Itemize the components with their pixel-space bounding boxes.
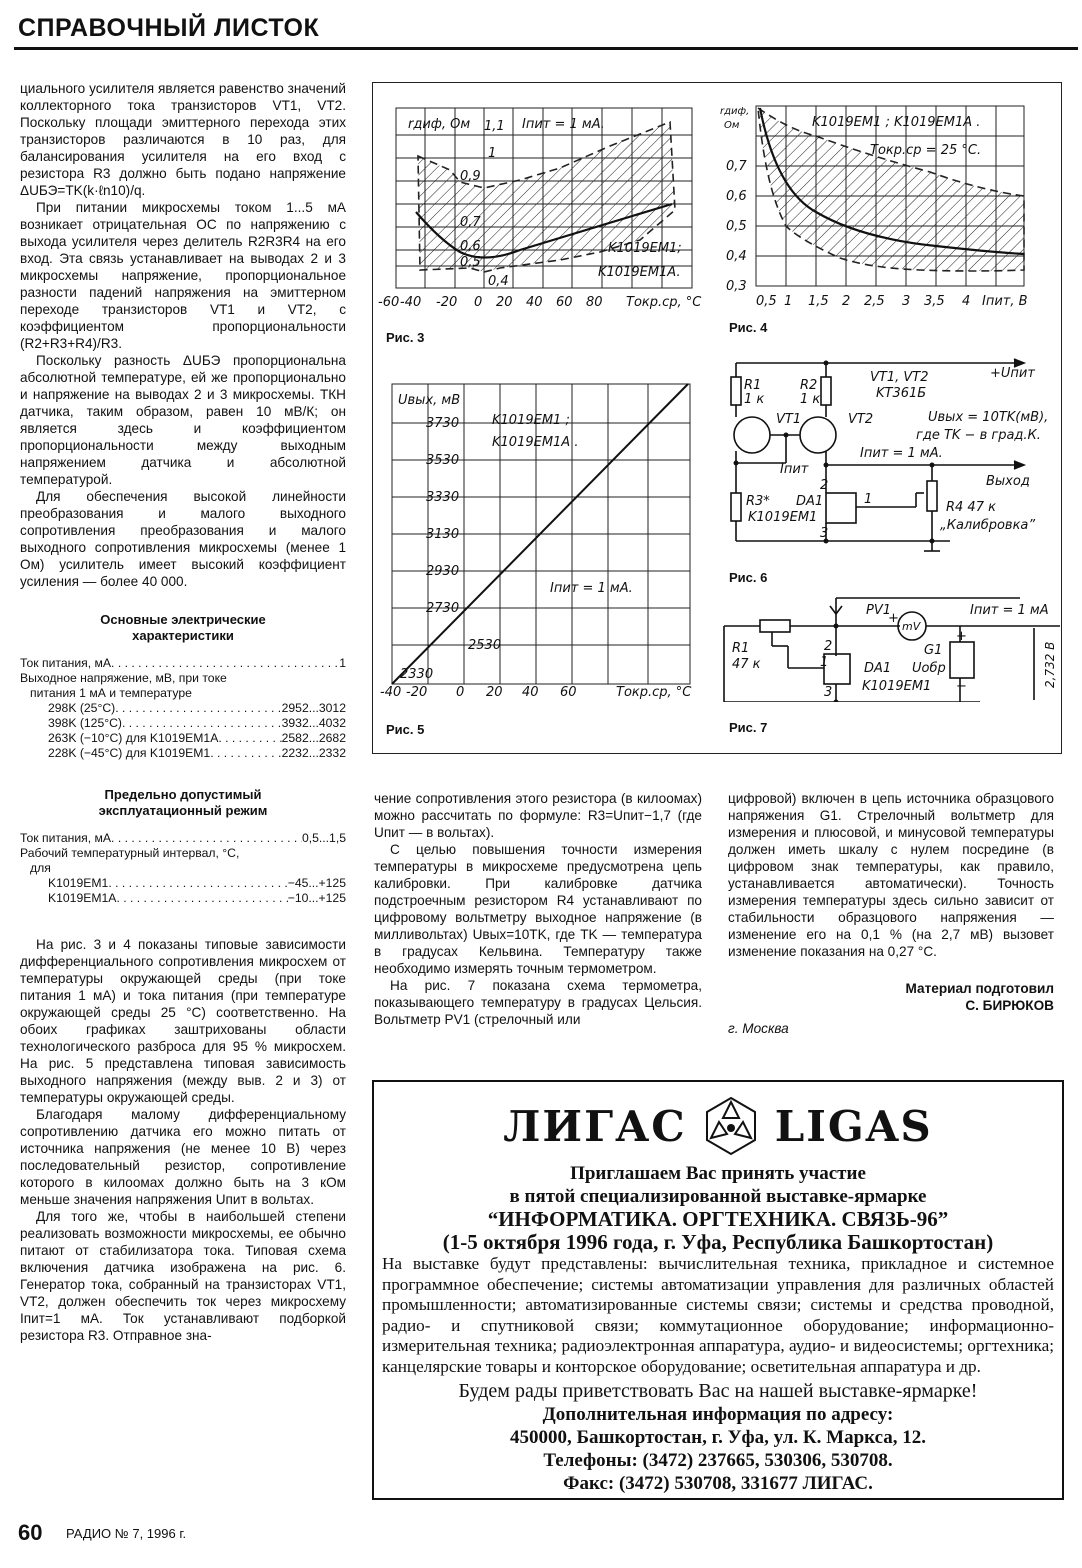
spec-row (20, 831, 346, 846)
spec-label: Ток питания, мА (20, 656, 112, 670)
brand-ru: ЛИГАС (503, 1101, 687, 1151)
legend-model: K1019EM1 ; K1019EM1A . (812, 115, 981, 130)
y-tick: 0,4 (726, 249, 747, 264)
x-tick: 4 (962, 294, 971, 309)
resistor-r2 (821, 377, 831, 405)
leader-dots (115, 701, 281, 716)
x-tick: 40 (522, 685, 539, 700)
figure-3-chart (380, 100, 710, 310)
x-tick: -40 (380, 685, 402, 700)
formula: Uвых = 10TK(мВ), (928, 410, 1049, 425)
label-r1-value: 1 к (744, 392, 765, 407)
column-3 (728, 790, 1054, 1037)
figure-3-caption: Рис. 3 (386, 330, 425, 345)
x-tick: -40 (400, 295, 422, 310)
author-name: С. БИРЮКОВ (965, 998, 1054, 1013)
author-credit (728, 980, 1054, 1014)
label-voltage: 2,732 В (1043, 641, 1057, 688)
spec-label: Выходное напряжение, мВ, при токе (20, 671, 227, 685)
spec-row (20, 671, 346, 686)
pin-3: 3 (820, 526, 829, 541)
leader-dots (108, 876, 287, 891)
x-tick: -20 (436, 295, 458, 310)
label-vt2: VT2 (848, 412, 874, 427)
pin-1: 1 (820, 655, 829, 670)
y-tick: 3530 (426, 453, 460, 468)
header-rule (14, 47, 1078, 50)
x-tick: -20 (406, 685, 428, 700)
x-axis-label: Tокр.ср, °C (616, 685, 692, 700)
x-tick: 2,5 (864, 294, 885, 309)
x-tick: 20 (486, 685, 503, 700)
paragraph: При питании микросхемы током 1...5 мА возникает отрицательная ОС по напряжению с выхода усилителя через делитель R2R3R4 на его вход. Эта связь устанавливает на выводах 2 и 3 микросхемы напряжение, пропорциональное разности падений напряжения на эмиттерном переходе транзисторов VT1 и VT2, с коэффициентом пропорциональности (R2+R3+R4)/R3. (20, 200, 346, 351)
paragraph: Поскольку разность ΔUБЭ пропорциональна абсолютной температуре, ей же пропорционально и напряжение на выводах 2 и 3 микросхемы. ТКН датчика, таким образом, равен 10 мВ/К; он является здесь и коэффициентом пропорциональности между выходным напряжением датчика и абсолютной температурой. (20, 353, 346, 487)
limits-heading: Предельно допустимый эксплуатационный режим (98, 787, 268, 818)
label-ipit: Iпит (780, 462, 809, 477)
label-r2: R2 (800, 378, 818, 393)
label-da1-type: K1019EM1 (748, 510, 818, 525)
ad-phones: Телефоны: (3472) 237665, 530306, 530708. (543, 1450, 893, 1471)
label-meter: mV (902, 620, 921, 633)
spec-value: 2952...3012 (281, 701, 346, 715)
current-note: Iпит = 1 мА (970, 603, 1049, 618)
legend-model: K1019EM1 ; (492, 413, 570, 428)
y-tick: 0,7 (460, 215, 481, 230)
spec-row (20, 656, 346, 671)
spec-label: 298K (25°C) (48, 701, 116, 715)
spec-value: 1 (339, 656, 346, 670)
section-title: СПРАВОЧНЫЙ ЛИСТОК (18, 14, 320, 42)
x-tick: 3,5 (924, 294, 945, 309)
ad-invite: Приглашаем Вас принять участие (570, 1163, 866, 1184)
spec-row (20, 891, 346, 906)
x-tick: 60 (556, 295, 573, 310)
y-tick: 0,7 (726, 159, 747, 174)
figure-4-chart (720, 100, 1060, 310)
spec-row (20, 686, 346, 701)
pin-2: 2 (824, 639, 833, 654)
column-2 (374, 790, 702, 1028)
leader-dots (210, 746, 281, 761)
x-tick: 0,5 (756, 294, 777, 309)
x-tick: 1,5 (808, 294, 829, 309)
y-axis-label: rдиф, (720, 106, 750, 117)
transistor-vt2 (800, 417, 836, 453)
spec-value: 2232...2332 (281, 746, 346, 760)
spec-label: 228K (−45°C) для K1019EM1 (48, 746, 211, 760)
y-tick: 2930 (426, 564, 460, 579)
paragraph: Для того же, чтобы в наибольшей степени реализовать возможности микросхемы, ее обычно питают от стабилизатора тока. Типовая схема включения датчика изображена на рис. 6. Генератор тока, собранный на транзисторах VT1, VT2, должен обеспечить ток через микросхему Iпит=1 мА. Ток устанавливают подборкой резистора R3. Отправное зна- (20, 1209, 346, 1343)
paragraph: На рис. 7 показана схема термометра, показывающего температуру в градусах Цельсия. Вольтметр PV1 (стрелочный или (374, 978, 702, 1027)
x-tick: 20 (496, 295, 513, 310)
spec-row (20, 846, 346, 861)
paragraph: С целью повышения точности измерения температуры в микросхеме предусмотрена цепь калибровки. При калибровке датчика подстроечным резистором R4 устанавливают по цифровому вольтметру выходное напряжение (в милливольтах) Uвых=10TK, где TK — температура в градусах Кельвина. Температуру также необходимо измерять точным термометром. (374, 842, 702, 976)
y-tick: 0,6 (460, 239, 481, 254)
y-tick: 2530 (468, 638, 502, 653)
page-number: 60 (18, 1520, 43, 1545)
brand-en: LIGAS (774, 1101, 933, 1151)
figure-4-caption: Рис. 4 (729, 320, 768, 335)
label-supply: +Uпит (990, 366, 1035, 381)
x-tick: 3 (902, 294, 911, 309)
formula-note: где TK − в град.К. (916, 428, 1041, 443)
current-note: Iпит = 1 мА. (860, 446, 943, 461)
resistor-r1 (731, 377, 741, 405)
pin-3: 3 (824, 685, 833, 700)
x-tick: 40 (526, 295, 543, 310)
spec-value: −45...+125 (287, 876, 346, 890)
transistor-vt1 (734, 417, 770, 453)
ad-info: Дополнительная информация по адресу: (542, 1404, 894, 1425)
y-tick: 0,5 (460, 255, 481, 270)
limits-list (20, 831, 346, 906)
x-tick: 0 (474, 295, 483, 310)
label-da1: DA1 (864, 661, 892, 676)
reference-source-g1 (950, 642, 974, 678)
spec-label: Ток питания, мА (20, 831, 112, 845)
y-tick: 3130 (426, 527, 460, 542)
spec-row (20, 716, 346, 731)
spec-value: 3932...4032 (281, 716, 346, 730)
x-tick: 2 (842, 294, 851, 309)
label-r3: R3* (746, 494, 770, 509)
annotation: Iпит = 1 мА. (522, 117, 605, 132)
ad-fax: Факс: (3472) 530708, 331677 ЛИГАС. (563, 1473, 873, 1494)
advertisement (372, 1080, 1064, 1500)
figure-3-x-axis (378, 290, 708, 314)
figure-5-x-axis (380, 682, 710, 704)
paragraph: циального усилителя является равенство значений коллекторного тока транзисторов VT1, VT2. Поскольку площади эмиттерного перехода этих транзисторов различаются в 10 раз, для балансирования усилителя на его вход с резистора R3 должно быть подано напряжение ΔUБЭ=TK(k·ℓn10)/q. (20, 81, 346, 198)
x-tick: 1 (784, 294, 793, 309)
spec-label: 398K (125°C) (48, 716, 122, 730)
y-tick: 0,3 (726, 279, 747, 294)
leader-dots (218, 731, 281, 746)
spread-region (758, 108, 1024, 271)
spec-row (20, 731, 346, 746)
label-uobr: Uобр (912, 661, 946, 676)
spec-label: 263K (−10°C) для K1019EM1A (48, 731, 219, 745)
y-tick: 0,4 (488, 274, 509, 289)
y-axis-label: Uвых, мВ (398, 393, 461, 408)
figure-7-schematic (720, 592, 1060, 702)
x-tick: 0 (456, 685, 465, 700)
y-tick: 2730 (426, 601, 460, 616)
publication-source: РАДИО № 7, 1996 г. (66, 1526, 187, 1541)
label-calibration: „Калибровка” (940, 518, 1036, 533)
spec-row (20, 746, 346, 761)
figure-7-caption: Рис. 7 (729, 720, 768, 735)
figure-5-chart (380, 380, 710, 700)
spec-value: 0,5...1,5 (301, 831, 346, 845)
x-tick: 80 (586, 295, 603, 310)
plus-sign: + (956, 629, 967, 644)
label-r1-value: 47 к (732, 657, 761, 672)
spec-value: −10...+125 (287, 891, 346, 905)
legend-model: K1019EM1A . (492, 435, 579, 450)
ad-welcome: Будем рады приветствовать Вас на нашей выставке-ярмарке! (458, 1380, 978, 1402)
x-tick: -60 (378, 295, 400, 310)
spec-value: 2582...2682 (281, 731, 346, 745)
spec-label: для (30, 861, 51, 875)
spec-row (20, 861, 346, 876)
paragraph: Для обеспечения высокой линейности преобразования и малого выходного сопротивления преобразования и малого выходного сопротивления микросхемы (менее 1 Ом) усилитель имеет высокий коэффициент усиления — более 40 000. (20, 489, 346, 589)
figure-6-caption: Рис. 6 (729, 570, 768, 585)
label-r1: R1 (744, 378, 762, 393)
paragraph: На рис. 3 и 4 показаны типовые зависимости дифференциального сопротивления микросхем от температуры окружающей среды (при токе питания 1 мА) и тока питания (при температуре окружающей среды 25 °С) соответственно. На обоих графиках заштрихованы области технологического разброса для 95 % микросхем. На рис. 5 представлена типовая зависимость выходного напряжения (между выв. 2 и 3) от температуры окружающей среды. (20, 937, 346, 1105)
y-tick: 3730 (426, 416, 460, 431)
ligas-logo-icon (699, 1094, 763, 1158)
y-tick: 3330 (426, 490, 460, 505)
ad-logo (374, 1090, 1062, 1162)
ad-body: На выставке будут представлены: вычислительная техника, прикладное и системное программное обеспечение; системы автоматизации управления для различных областей промышленности; автоматизированные системы связи; системы и средства проводной, радио- и спутниковой связи; коммутационное оборудование; информационно-измерительная техника; радиоэлектронная аппаратура, аудио- и видеосистемы; оргтехника; канцелярские товары и конторское оборудование; осветительная аппаратура и др. (382, 1254, 1054, 1376)
y-tick: 0,6 (726, 189, 747, 204)
x-axis-label: Tокр.ср, °C (626, 295, 702, 310)
annotation: Iпит = 1 мА. (550, 581, 633, 596)
x-tick: 60 (560, 685, 577, 700)
ad-exhibition-name: “ИНФОРМАТИКА. ОРГТЕХНИКА. СВЯЗЬ-96” (487, 1207, 949, 1231)
label-r2-value: 1 к (800, 392, 821, 407)
author-label: Материал подготовил (905, 981, 1054, 996)
specs-list (20, 656, 346, 761)
leader-dots (116, 891, 287, 906)
y-tick: 1 (488, 146, 497, 161)
label-da1: DA1 (796, 494, 824, 509)
leader-dots (111, 656, 339, 671)
label-output: Выход (986, 474, 1030, 489)
label-transistor-type: KT361Б (876, 386, 927, 401)
minus-sign: − (956, 679, 967, 694)
plus-sign: + (888, 611, 899, 626)
y-tick: 2330 (400, 667, 434, 682)
specs-heading: Основные электрические характеристики (100, 612, 266, 643)
paragraph: Благодаря малому дифференциальному сопротивлению датчика его можно питать от источника напряжения (не менее 10 В) через последовательный резистор, сопротивление которого в килоомах должно быть на 3 кОм меньше значения напряжения Uпит в вольтах. (20, 1107, 346, 1207)
spec-label: питания 1 мА и температуре (30, 686, 192, 700)
leader-dots (111, 831, 302, 846)
y-tick: 0,9 (460, 169, 481, 184)
legend-model: K1019EM1; (608, 241, 682, 256)
spec-row (20, 701, 346, 716)
y-tick: 1,1 (484, 119, 505, 134)
label-transistors: VT1, VT2 (870, 370, 929, 385)
author-city: г. Москва (728, 1021, 789, 1036)
ad-invite-2: в пятой специализированной выставке-ярмарке (509, 1186, 927, 1207)
paragraph: цифровой) включен в цепь источника образцового напряжения G1. Стрелочный вольтметр для измерения и плюсовой, и минусовой температуры должен иметь шкалу с нулем посредине (в цифровом знак температуры, как правило, устанавливается автоматически). Точность измерения температуры здесь сильно зависит от стабильности образцового напряжения — изменение его на 0,1 % (на 2,7 мВ) вызовет изменение показания на 0,27 °С. (728, 791, 1054, 959)
spec-label: Рабочий температурный интервал, °C, (20, 846, 240, 860)
resistor-r3 (731, 493, 741, 521)
label-da1-type: K1019EM1 (862, 679, 932, 694)
resistor-r4 (927, 481, 937, 511)
x-axis-label: Iпит, В (982, 294, 1028, 309)
pin-1: 1 (864, 492, 873, 507)
y-tick: 0,5 (726, 219, 747, 234)
leader-dots (122, 716, 282, 731)
annotation: Tокр.ср = 25 °C. (870, 143, 982, 158)
spec-label: K1019EM1A (48, 891, 117, 905)
label-pv1: PV1 (866, 603, 892, 618)
figure-6-schematic (720, 355, 1060, 565)
label-g1: G1 (924, 643, 943, 658)
label-r4: R4 47 к (946, 500, 996, 515)
pin-2: 2 (820, 478, 829, 493)
ad-dates: (1-5 октября 1996 года, г. Уфа, Республика Башкортостан) (442, 1230, 994, 1254)
spec-label: K1019EM1 (48, 876, 109, 890)
paragraph: чение сопротивления этого резистора (в килоомах) можно рассчитать по формуле: R3=Uпит−1,7 (где Uпит — в вольтах). (374, 791, 702, 840)
label-vt1: VT1 (776, 412, 802, 427)
legend-model: K1019EM1A. (598, 265, 681, 280)
label-r1: R1 (732, 641, 750, 656)
potentiometer-r1 (760, 620, 790, 632)
spec-row (20, 876, 346, 891)
column-1 (20, 80, 346, 1344)
y-axis-label: Ом (724, 120, 740, 131)
y-axis-label: rдиф, Ом (408, 117, 471, 132)
figure-5-caption: Рис. 5 (386, 722, 425, 737)
chip-da1 (826, 493, 856, 523)
ad-address: 450000, Башкортостан, г. Уфа, ул. К. Маркса, 12. (509, 1427, 927, 1448)
